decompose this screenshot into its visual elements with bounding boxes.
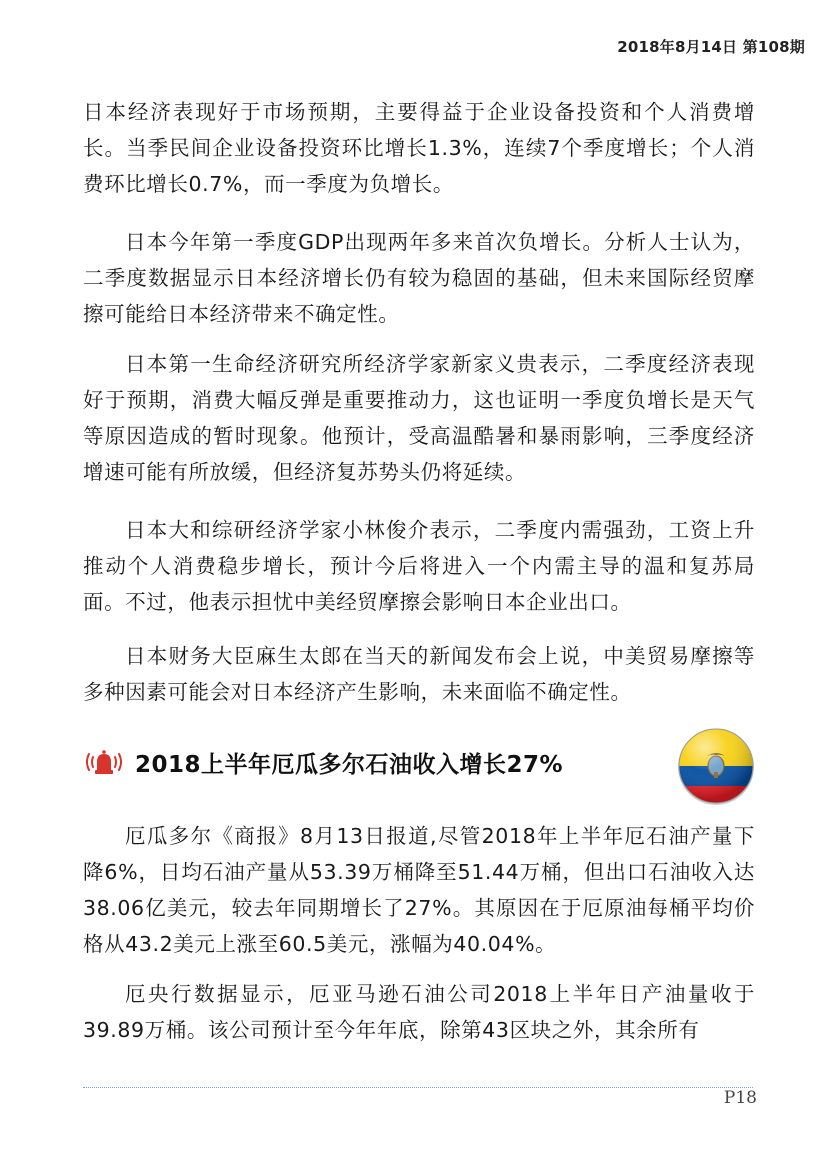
section-heading — [83, 745, 563, 779]
body-paragraph: 日本财务大臣麻生太郎在当天的新闻发布会上说，中美贸易摩擦等多种因素可能会对日本经济产生影响，未来面临不确定性。 — [83, 644, 755, 704]
body-paragraph: 日本第一生命经济研究所经济学家新家义贵表示，二季度经济表现好于预期，消费大幅反弹是重要推动力，这也证明一季度负增长是天气等原因造成的暂时现象。他预计，受高温酷暑和暴雨影响，三季度经济增速可能有所放缓，但经济复苏势头仍将延续。 — [83, 352, 755, 484]
alarm-bell-icon — [83, 745, 125, 779]
section-title: 2018上半年厄瓜多尔石油收入增长27% — [135, 751, 564, 778]
body-paragraph: 厄瓜多尔《商报》8月13日报道,尽管2018年上半年厄石油产量下降6%，日均石油产量从53.39万桶降至51.44万桶，但出口石油收入达38.06亿美元，较去年同期增长了27%。其原因在于厄原油每桶平均价格从43.2美元上涨至60.5美元，涨幅为40.04%。 — [83, 824, 755, 956]
body-paragraph: 厄央行数据显示，厄亚马逊石油公司2018上半年日产油量收于39.89万桶。该公司预计至今年年底，除第43区块之外，其余所有 — [83, 982, 755, 1042]
issue-date-header: 2018年8月14日 第108期 — [617, 38, 805, 56]
page-number: P18 — [723, 1088, 757, 1108]
ecuador-flag-icon — [676, 726, 756, 806]
body-paragraph: 日本大和综研经济学家小林俊介表示，二季度内需强劲，工资上升推动个人消费稳步增长，预计今后将进入一个内需主导的温和复苏局面。不过，他表示担忧中美经贸摩擦会影响日本企业出口。 — [83, 518, 755, 614]
body-paragraph: 日本经济表现好于市场预期，主要得益于企业设备投资和个人消费增长。当季民间企业设备投资环比增长1.3%，连续7个季度增长；个人消费环比增长0.7%，而一季度为负增长。 — [83, 100, 755, 196]
body-paragraph: 日本今年第一季度GDP出现两年多来首次负增长。分析人士认为，二季度数据显示日本经济增长仍有较为稳固的基础，但未来国际经贸摩擦可能给日本经济带来不确定性。 — [83, 230, 755, 326]
footer-divider — [83, 1087, 753, 1088]
